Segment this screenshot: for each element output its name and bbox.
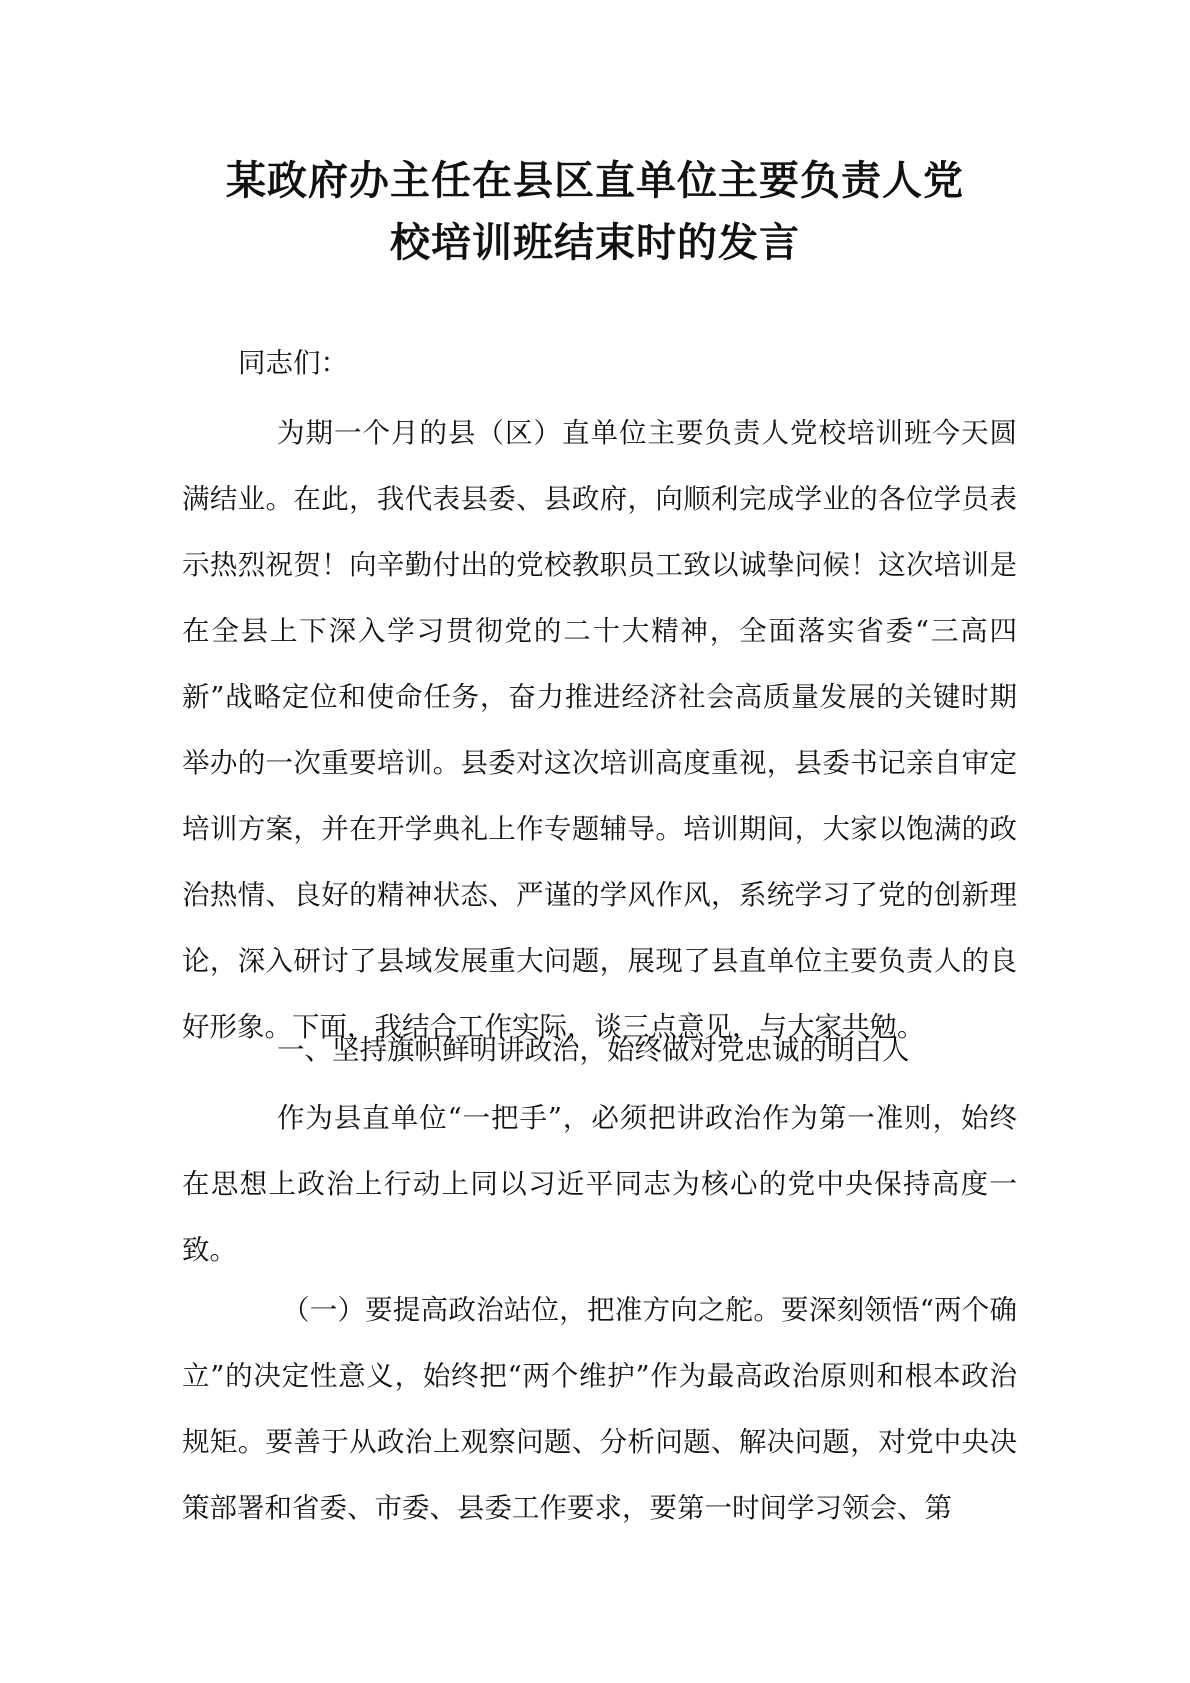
section-heading-1: 一、坚持旗帜鲜明讲政治，始终做对党忠诚的明白人 xyxy=(277,1034,910,1066)
salutation: 同志们： xyxy=(238,347,348,379)
document-title-line-2: 校培训班结束时的发言 xyxy=(390,220,800,266)
paragraph-section-1-intro: 作为县直单位“一把手”，必须把讲政治作为第一准则，始终在思想上政治上行动上同以习近平同志为核心的党中央保持高度一致。 xyxy=(182,1102,1017,1266)
paragraph-opening: 为期一个月的县（区）直单位主要负责人党校培训班今天圆满结业。在此，我代表县委、县政府，向顺利完成学业的各位学员表示热烈祝贺！向辛勤付出的党校教职员工致以诚挚问候！这次培训是在全县上下深入学习贯彻党的二十大精神，全面落实省委“三高四新”战略定位和使命任务，奋力推进经济社会高质量发展的关键时期举办的一次重要培训。县委对这次培训高度重视，县委书记亲自审定培训方案，并在开学典礼上作专题辅导。培训期间，大家以饱满的政治热情、良好的精神状态、严谨的学风作风，系统学习了党的创新理论，深入研讨了县域发展重大问题，展现了县直单位主要负责人的良好形象。下面，我结合工作实际，谈三点意见，与大家共勉。 xyxy=(182,417,1017,1043)
document-title-line-1: 某政府办主任在县区直单位主要负责人党 xyxy=(226,158,964,204)
paragraph-section-1-item-1: （一）要提高政治站位，把准方向之舵。要深刻领悟“两个确立”的决定性意义，始终把“两个维护”作为最高政治原则和根本政治规矩。要善于从政治上观察问题、分析问题、解决问题，对党中央决策部署和省委、市委、县委工作要求，要第一时间学习领会、第 xyxy=(182,1294,1017,1524)
